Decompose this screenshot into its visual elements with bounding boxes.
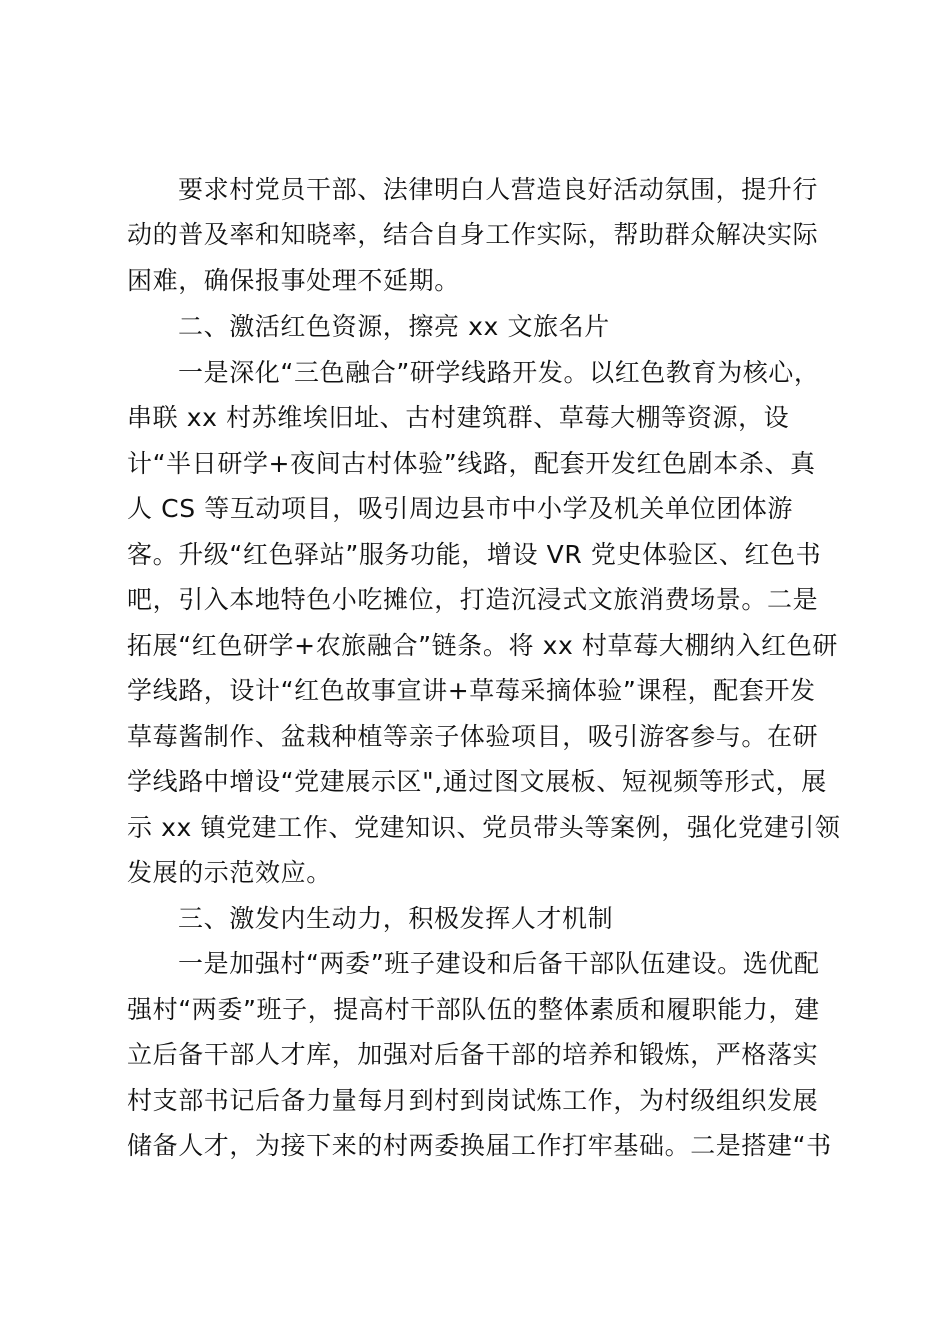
paragraph-line: 动的普及率和知晓率，结合自身工作实际，帮助群众解决实际 (127, 220, 819, 249)
paragraph-line: 计“半日研学+夜间古村体验”线路，配套开发红色剧本杀、真 (127, 449, 816, 478)
paragraph-line: 客。升级“红色驿站”服务功能，增设 VR 党史体验区、红色书 (127, 540, 822, 569)
paragraph-line: 吧，引入本地特色小吃摊位，打造沉浸式文旅消费场景。二是 (127, 585, 819, 614)
paragraph-line: 立后备干部人才库，加强对后备干部的培养和锻炼，严格落实 (127, 1040, 819, 1069)
section-heading: 三、激发内生动力，积极发挥人才机制 (178, 904, 614, 933)
paragraph-line: 强村“两委”班子，提高村干部队伍的整体素质和履职能力，建 (127, 995, 820, 1024)
paragraph-line: 储备人才，为接下来的村两委换届工作打牢基础。二是搭建“书 (127, 1131, 832, 1160)
paragraph-line: 村支部书记后备力量每月到村到岗试炼工作，为村级组织发展 (127, 1086, 819, 1115)
paragraph-line: 一是加强村“两委”班子建设和后备干部队伍建设。选优配 (178, 949, 820, 978)
paragraph-line: 草莓酱制作、盆栽种植等亲子体验项目，吸引游客参与。在研 (127, 722, 819, 751)
paragraph-line: 要求村党员干部、法律明白人营造良好活动氛围，提升行 (178, 175, 819, 204)
paragraph-line: 发展的示范效应。 (127, 858, 332, 887)
paragraph-line: 人 CS 等互动项目，吸引周边县市中小学及机关单位团体游 (127, 494, 794, 523)
paragraph-line: 困难，确保报事处理不延期。 (127, 266, 460, 295)
paragraph-line: 拓展“红色研学+农旅融合”链条。将 xx 村草莓大棚纳入红色研 (127, 631, 838, 660)
section-heading: 二、激活红色资源，擦亮 xx 文旅名片 (178, 312, 610, 341)
paragraph-line: 一是深化“三色融合”研学线路开发。以红色教育为核心， (178, 358, 820, 387)
paragraph-line: 串联 xx 村苏维埃旧址、古村建筑群、草莓大棚等资源，设 (127, 403, 790, 432)
paragraph-line: 学线路，设计“红色故事宣讲+草莓采摘体验”课程，配套开发 (127, 676, 816, 705)
paragraph-line: 学线路中增设“党建展示区",通过图文展板、短视频等形式，展 (127, 767, 827, 796)
paragraph-line: 示 xx 镇党建工作、党建知识、党员带头等案例，强化党建引领 (127, 813, 841, 842)
